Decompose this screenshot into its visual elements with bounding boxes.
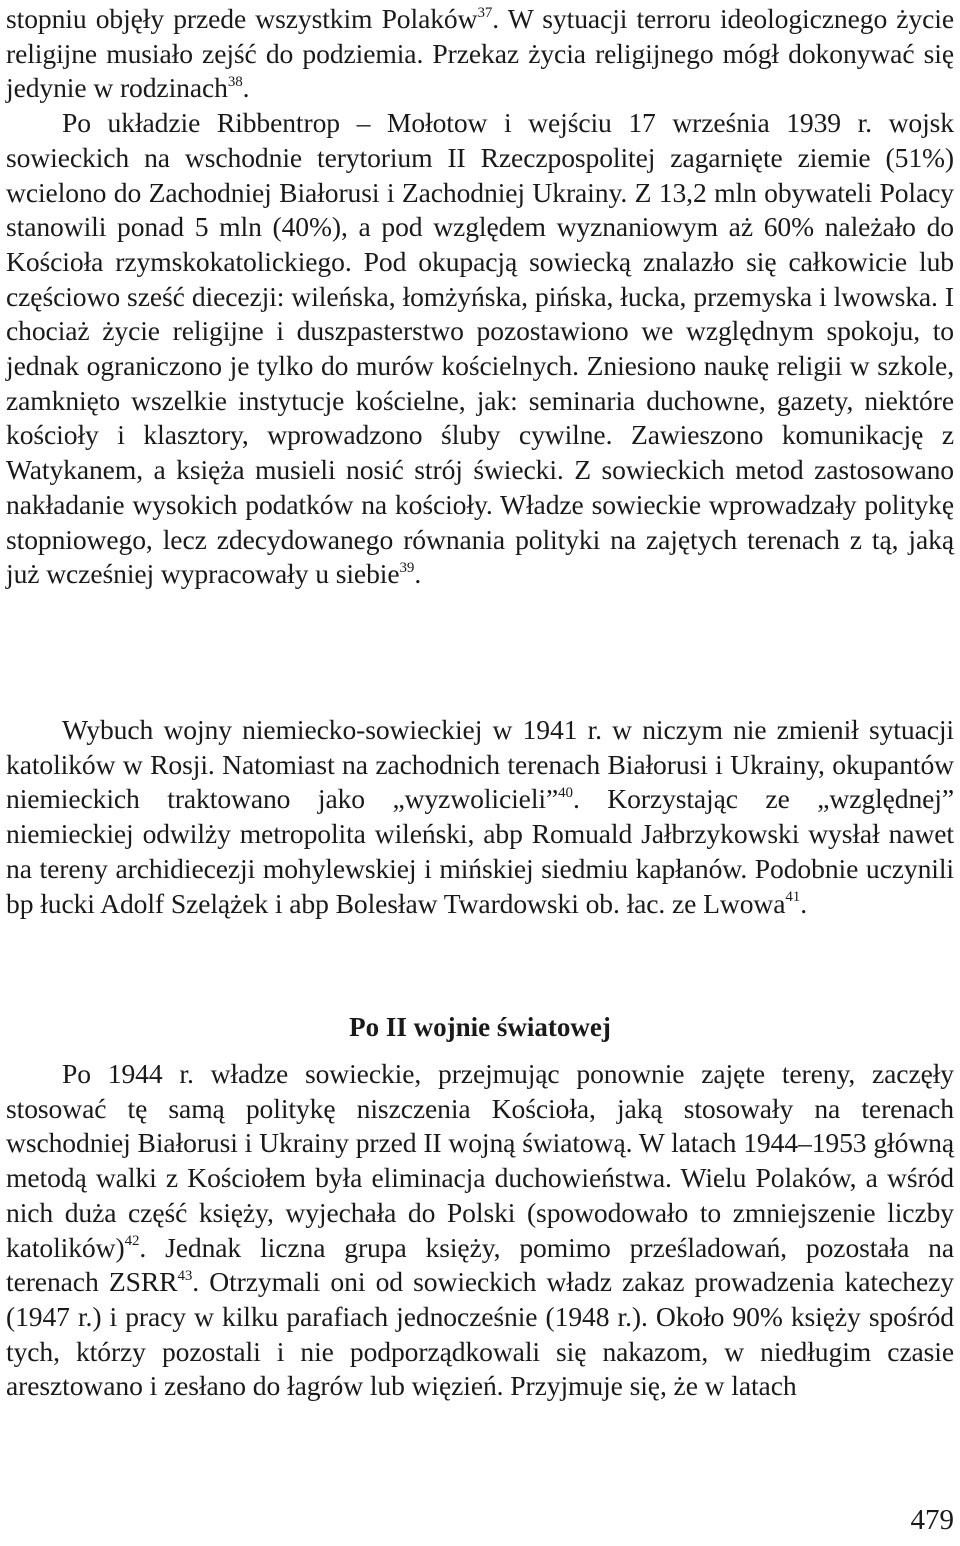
text-run: . [414,558,422,590]
footnote-ref-41[interactable]: 41 [785,889,801,906]
paragraph-1944 [6,1057,954,1404]
footnote-ref-43[interactable]: 43 [177,1268,193,1285]
text-block-soviet-occupation [6,2,954,592]
footnote-ref-39[interactable]: 39 [399,560,415,577]
text-run: Po 1944 r. władze sowieckie, przejmując ponownie zajęte tereny, zaczęły stosować tę samą politykę niszczenia Kościoła, jaką stosowały na terenach wschodniej Białorusi i Ukrainy przed II wojną światową. W latach 1944–1953 główną metodą walki z Kościołem była eliminacja duchowieństwa. Wielu Polaków, a wśród nich duża część księży, wyjechała do Polski (spowodowało to zmniejszenie liczby katolików) [6,1058,954,1263]
text-run: Wybuch wojny niemiecko-sowieckiej w 1941 r. w niczym nie zmienił sytuacji katolików w Rosji. Natomiast na zachodnich terenach Białorusi i Ukrainy, okupantów niemieckich traktowano jako „wyzwolicieli” [6,714,954,815]
footnote-ref-40[interactable]: 40 [558,785,573,802]
text-run: . Korzystając ze „względnej” niemieckiej odwilży metropolita wileński, abp Romuald Jałbrzykowski wysłał nawet na tereny archidiecezji mohylewskiej i mińskiej siedmiu kapłanów. Podobnie uczynili bp łucki Adolf Szelążek i abp Bolesław Twardowski ob. łac. ze Lwowa [6,783,955,919]
paragraph-ribbentrop [6,106,954,592]
page-number: 479 [910,1504,954,1536]
section-heading: Po II wojnie światowej [349,1012,611,1042]
text-block-1941 [6,713,954,921]
text-run: Po układzie Ribbentrop – Mołotow i wejściu 17 września 1939 r. wojsk sowieckich na wschodnie terytorium II Rzeczpospolitej zagarnięte ziemie (51%) wcielono do Zachodniej Białorusi i Zachodniej Ukrainy. Z 13,2 mln obywateli Polacy stanowili ponad 5 mln (40%), a pod względem wyznaniowym aż 60% należało do Kościoła rzymskokatolickiego. Pod okupacją sowiecką znalazło się całkowicie lub częściowo sześć diecezji: wileńska, łomżyńska, pińska, łucka, przemyska i lwowska. I chociaż życie religijne i duszpasterstwo pozostawiono we względnym spokoju, to jednak ograniczono je tylko do murów kościelnych. Zniesiono naukę religii w szkole, zamknięto wszelkie instytucje kościelne, jak: seminaria duchowne, gazety, niektóre kościoły i klasztory, wprowadzono śluby cywilne. Zawieszono komunikację z Watykanem, a księża musieli nosić strój świecki. Z sowieckich metod zastosowano nakładanie wysokich podatków na kościoły. Władze sowieckie wprowadzały politykę stopniowego, lecz zdecydowanego równania polityki na zajętych terenach z tą, jaką już wcześniej wypracowały u siebie [6,107,954,590]
text-run: . Otrzymali oni od sowieckich władz zakaz prowadzenia katechezy (1947 r.) i pracy w kilku parafiach jednocześnie (1948 r.). Około 90% księży spośród tych, którzy pozostali i nie podporządkowali się nakazom, w niedługim czasie aresztowano i zesłano do łagrów lub więzień. Przyjmuje się, że w latach [6,1266,954,1402]
paragraph-continuation [6,2,954,106]
text-run: . [800,887,807,919]
footnote-ref-38[interactable]: 38 [227,74,243,91]
text-run: . Jednak liczna grupa księży, pomimo prześladowań, pozostała na terenach ZSRR [6,1231,954,1298]
paragraph-war-1941 [6,713,954,921]
footnote-ref-37[interactable]: 37 [477,4,493,21]
text-run: stopniu objęły przede wszystkim Polaków [6,3,478,34]
footnote-ref-42[interactable]: 42 [124,1233,140,1250]
text-block-postwar [6,1057,954,1404]
text-run: . [242,72,250,104]
text-run: . W sytuacji terroru ideologicznego życie religijne musiało zejść do podziemia. Przekaz życia religijnego mógł dokonywać się jedynie w rodzinach [6,3,954,104]
